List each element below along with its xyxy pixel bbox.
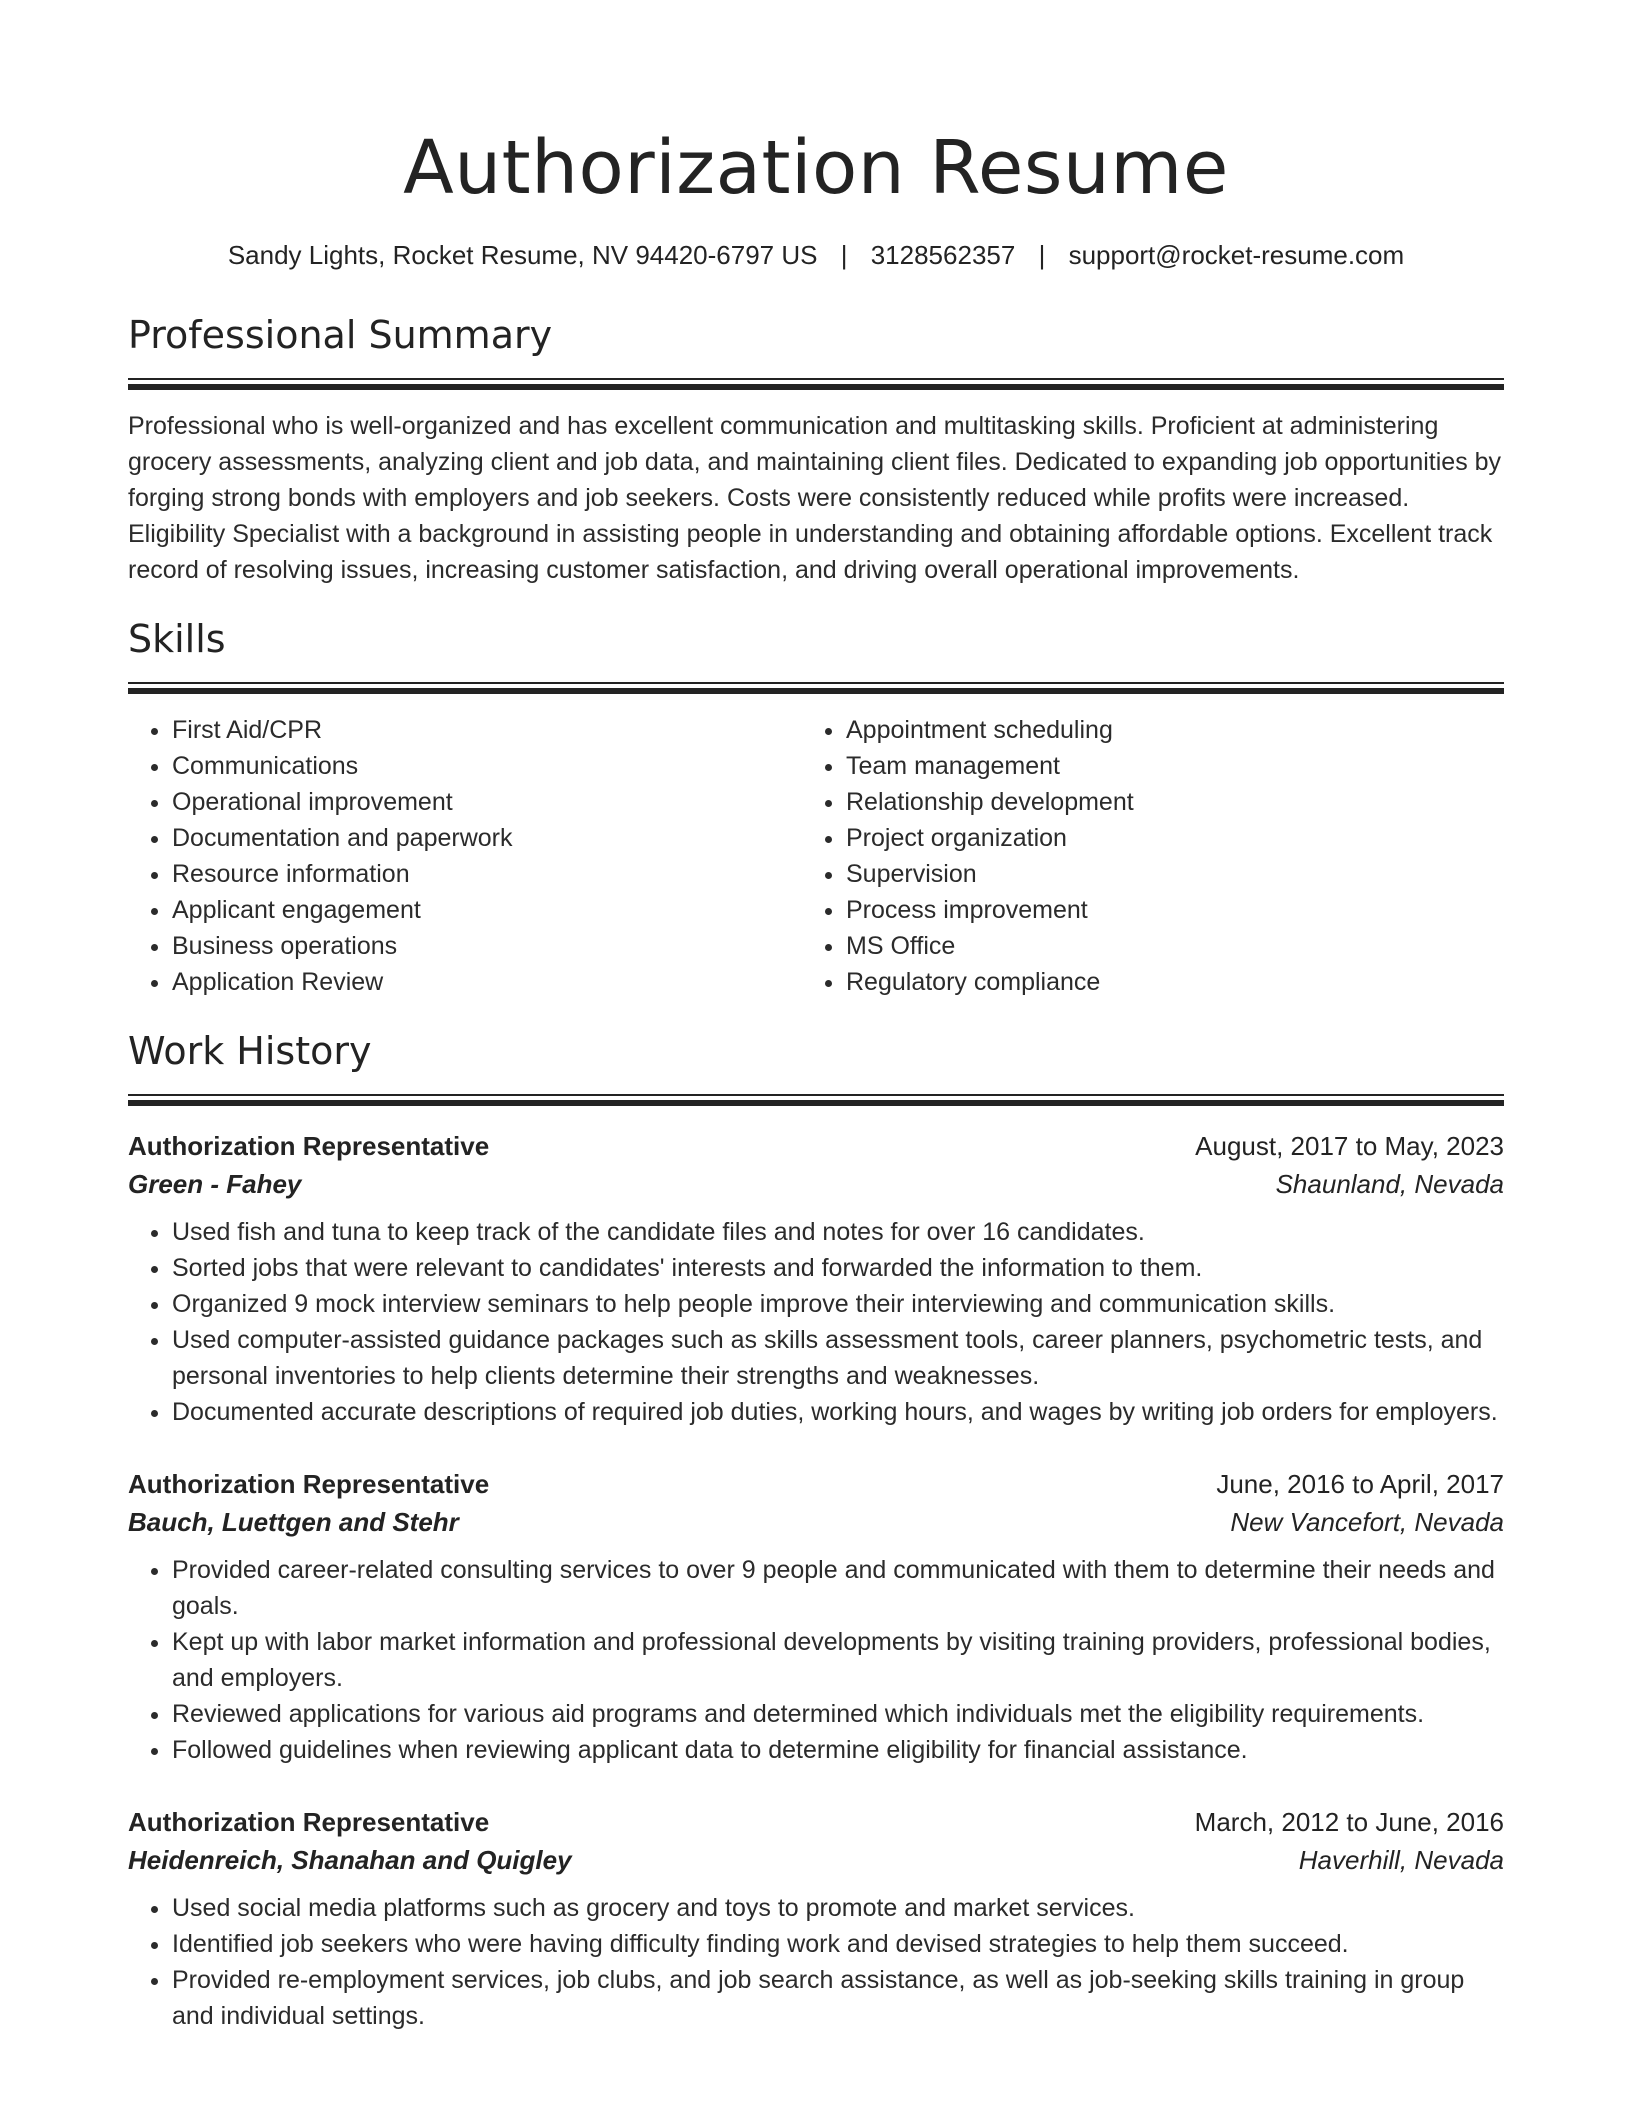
resume-page [128, 0, 1504, 2034]
skill-item: • Process improvement [846, 892, 1476, 928]
summary-text: Professional who is well-organized and has excellent communication and multitasking skills. Proficient at administering grocery assessments, analyzing client and job data, and maintaining client files. Dedicated to expanding job opportunities by forging strong bonds with employers and job seekers. Costs were consistently reduced while profits were increased. Eligibility Specialist with a background in assisting people in understanding and obtaining affordable options. Excellent track record of resolving issues, increasing customer satisfaction, and driving overall operational improvements. [128, 412, 1502, 584]
skill-item: • Supervision [846, 856, 1476, 892]
skill-item: • Communications [172, 748, 802, 784]
job-title: Authorization Representative [128, 1469, 490, 1499]
job-bullet: • Followed guidelines when reviewing applicant data to determine eligibility for financial assistance. [172, 1732, 1504, 1768]
section-divider [128, 682, 1504, 694]
job-entry [128, 1466, 1504, 1768]
section-divider [128, 1094, 1504, 1106]
contact-phone: 3128562357 [870, 240, 1016, 270]
contact-line [128, 238, 1504, 272]
job-title: Authorization Representative [128, 1807, 490, 1837]
resume-title: Authorization Resume [403, 125, 1229, 211]
job-dates: March, 2012 to June, 2016 [1194, 1807, 1504, 1837]
job-title: Authorization Representative [128, 1131, 490, 1161]
contact-email: support@rocket-resume.com [1068, 240, 1405, 270]
skill-item: • Documentation and paperwork [172, 820, 802, 856]
skill-item: • Applicant engagement [172, 892, 802, 928]
job-company: Heidenreich, Shanahan and Quigley [128, 1845, 572, 1875]
job-bullet: • Provided career-related consulting services to over 9 people and communicated with them to determine their needs and goals. [172, 1552, 1504, 1624]
job-bullet: • Documented accurate descriptions of required job duties, working hours, and wages by writing job orders for employers. [172, 1394, 1504, 1430]
job-dates: August, 2017 to May, 2023 [1195, 1131, 1504, 1161]
contact-address: Sandy Lights, Rocket Resume, NV 94420-6797 US [227, 240, 818, 270]
skill-item: • First Aid/CPR [172, 712, 802, 748]
job-bullets [128, 1890, 1504, 2034]
skill-item: • Appointment scheduling [846, 712, 1476, 748]
job-bullet: • Provided re-employment services, job clubs, and job search assistance, as well as job-seeking skills training in group and individual settings. [172, 1962, 1504, 2034]
job-bullet: • Used social media platforms such as grocery and toys to promote and market services. [172, 1890, 1504, 1926]
job-bullet: • Organized 9 mock interview seminars to help people improve their interviewing and communication skills. [172, 1286, 1504, 1322]
job-entry [128, 1804, 1504, 2034]
job-location: New Vancefort, Nevada [1230, 1507, 1504, 1537]
summary-section [128, 310, 1504, 588]
skill-item: • MS Office [846, 928, 1476, 964]
contact-separator: | [840, 240, 848, 270]
job-bullet: • Reviewed applications for various aid programs and determined which individuals met the eligibility requirements. [172, 1696, 1504, 1732]
skill-item: • Regulatory compliance [846, 964, 1476, 1000]
job-bullet: • Kept up with labor market information and professional developments by visiting training providers, professional bodies, and employers. [172, 1624, 1504, 1696]
skill-item: • Operational improvement [172, 784, 802, 820]
job-dates: June, 2016 to April, 2017 [1216, 1469, 1504, 1499]
job-bullets [128, 1214, 1504, 1430]
skills-heading: Skills [128, 617, 226, 661]
skills-section [128, 614, 1504, 1000]
skills-list-right [802, 712, 1476, 1000]
contact-separator: | [1038, 240, 1046, 270]
job-bullets [128, 1552, 1504, 1768]
skill-item: • Project organization [846, 820, 1476, 856]
skill-item: • Relationship development [846, 784, 1476, 820]
job-bullet: • Used fish and tuna to keep track of the candidate files and notes for over 16 candidates. [172, 1214, 1504, 1250]
skill-item: • Application Review [172, 964, 802, 1000]
job-bullet: • Identified job seekers who were having difficulty finding work and devised strategies to help them succeed. [172, 1926, 1504, 1962]
job-bullet: • Sorted jobs that were relevant to candidates' interests and forwarded the information to them. [172, 1250, 1504, 1286]
work-history-heading: Work History [128, 1029, 372, 1073]
job-location: Haverhill, Nevada [1298, 1845, 1504, 1875]
skills-list-left [128, 712, 802, 1000]
summary-heading: Professional Summary [128, 313, 553, 357]
skill-item: • Team management [846, 748, 1476, 784]
skills-columns [128, 712, 1504, 1000]
job-company: Bauch, Luettgen and Stehr [128, 1507, 459, 1537]
section-divider [128, 378, 1504, 390]
job-entry [128, 1128, 1504, 1430]
skill-item: • Resource information [172, 856, 802, 892]
work-history-section [128, 1026, 1504, 2034]
job-company: Green - Fahey [128, 1169, 302, 1199]
job-location: Shaunland, Nevada [1275, 1169, 1504, 1199]
job-bullet: • Used computer-assisted guidance packages such as skills assessment tools, career planners, psychometric tests, and personal inventories to help clients determine their strengths and weaknesses. [172, 1322, 1504, 1394]
skill-item: • Business operations [172, 928, 802, 964]
